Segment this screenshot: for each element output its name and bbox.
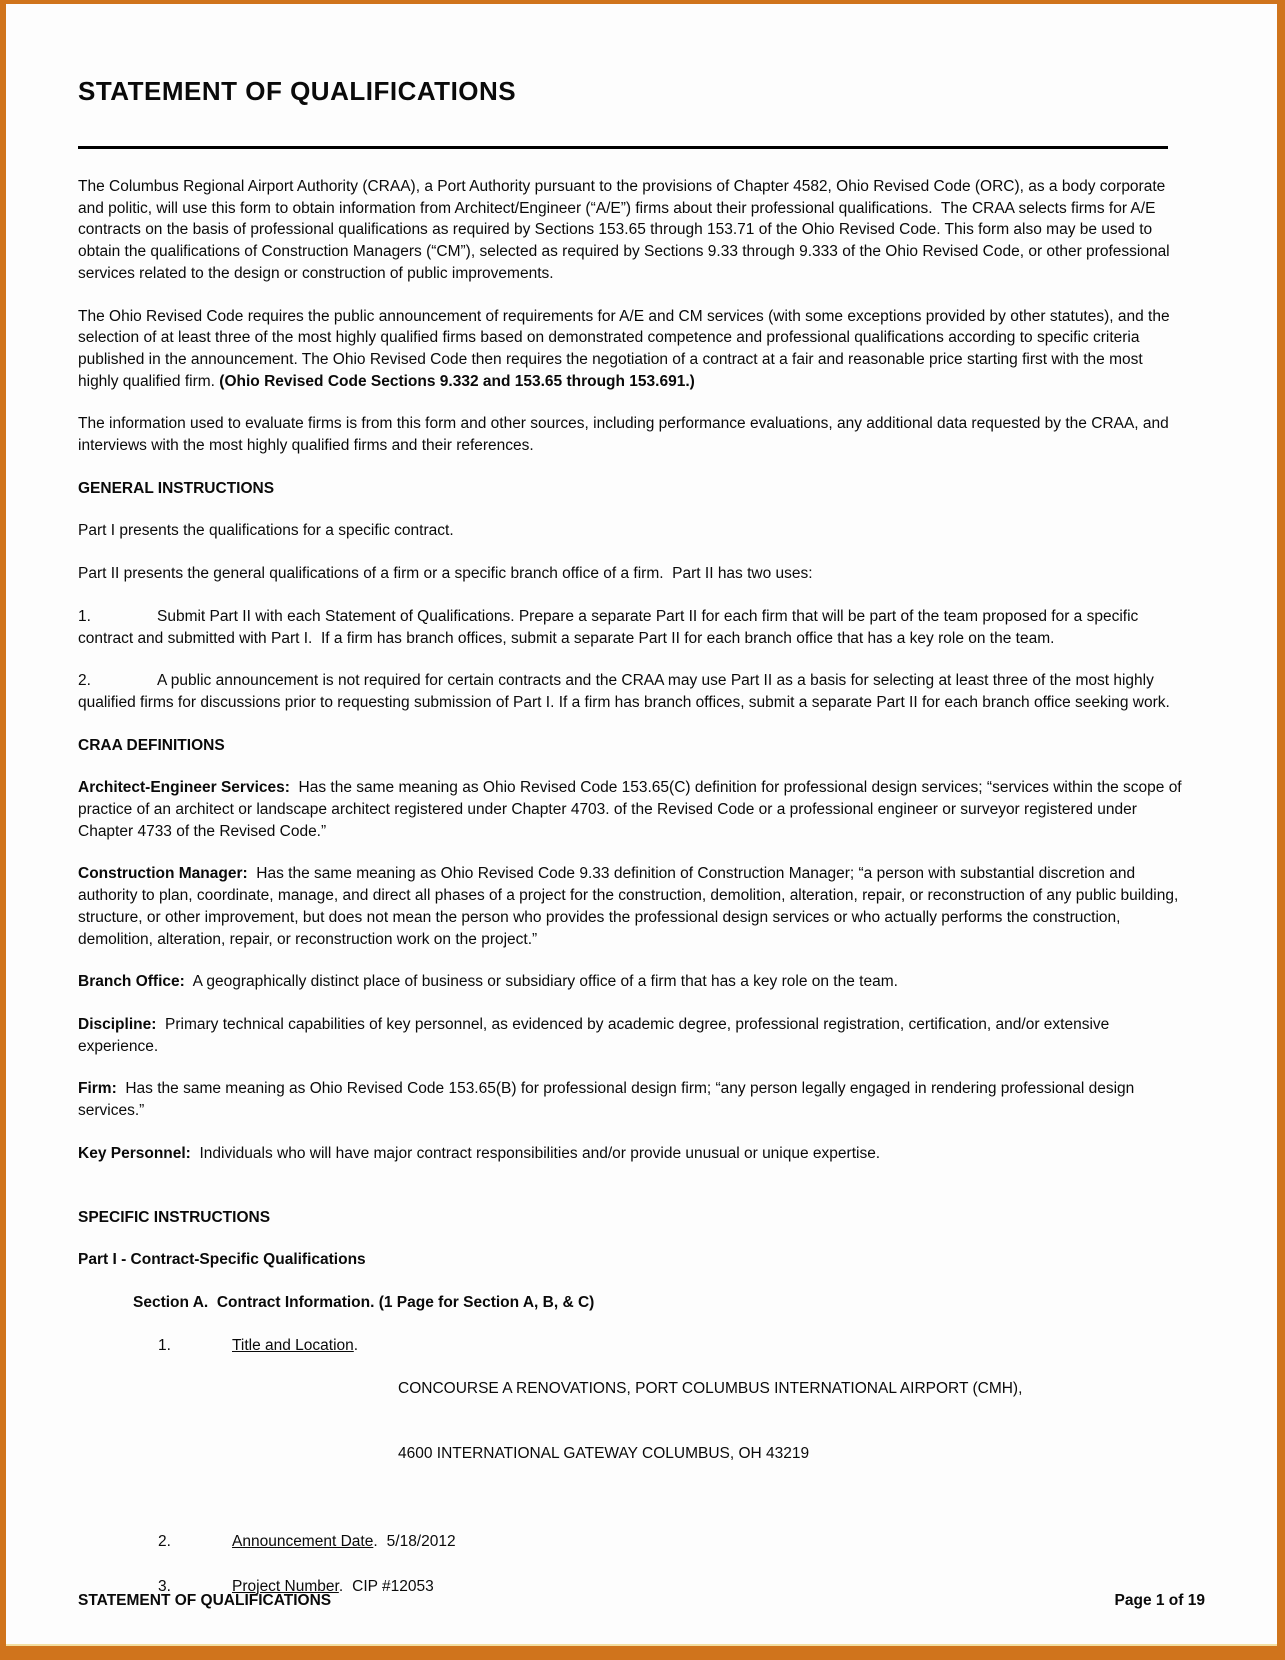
intro-paragraph-1: The Columbus Regional Airport Authority (CRAA), a Port Authority pursuant to the provisions of Chapter 4582, Ohio Revised Code (ORC), as a body corporate and politic, will use this form to obtain information from Architect/Engineer (“A/E”) firms about their professional qualifications. The CRAA selects firms for A/E contracts on the basis of professional qualifications as required by Sections 153.65 through 153.71 of the Ohio Revised Code. This form also may be used to obtain the qualifications of Construction Managers (“CM”), selected as required by Sections 9.33 through 9.333 of the Ohio Revised Code, or other professional services related to the design or construction of public improvements.: [78, 178, 1174, 282]
definition-term: Discipline:: [78, 1015, 157, 1033]
item-number: 1.: [158, 1336, 171, 1354]
definition-term: Key Personnel:: [78, 1144, 191, 1162]
footer-document-title: STATEMENT OF QUALIFICATIONS: [78, 1592, 332, 1609]
page-footer: [78, 1590, 1205, 1612]
item-number: 3.: [158, 1577, 171, 1595]
definition-firm: [78, 1078, 1183, 1121]
page-title: STATEMENT OF QUALIFICATIONS: [78, 76, 517, 106]
definition-discipline: [78, 1014, 1183, 1057]
definition-key-personnel: [78, 1143, 1183, 1165]
item-text: A public announcement is not required for certain contracts and the CRAA may use Part II as a basis for selecting at least three of the most highly qualified firms for discussions prior to requesting submission of Part I. If a firm has branch offices, submit a separate Part II for each branch office seeking work.: [78, 672, 1170, 711]
definition-term: Firm:: [78, 1080, 117, 1098]
intro-paragraph-3: The information used to evaluate firms is from this form and other sources, including performance evaluations, any additional data requested by the CRAA, and interviews with the most highly qualified firms and their references.: [78, 415, 1174, 455]
title-rule: [78, 146, 1168, 149]
definition-text: Primary technical capabilities of key personnel, as evidenced by academic degree, professional registration, certification, and/or extensive experience.: [78, 1015, 1114, 1055]
general-instruction-item-1: [78, 606, 1183, 649]
item-label: Title and Location: [232, 1336, 354, 1354]
item-label: Announcement Date: [232, 1533, 374, 1551]
specific-instructions-heading: SPECIFIC INSTRUCTIONS: [78, 1208, 271, 1226]
intro-paragraph-2: [78, 306, 1183, 393]
footer-page-number: Page 1 of 19: [1114, 1592, 1205, 1609]
section-a-heading: Section A. Contract Information. (1 Page for Section A, B, & C): [133, 1293, 595, 1311]
part1-contract-specific-heading: Part I - Contract-Specific Qualifications: [78, 1251, 366, 1269]
item-text: Submit Part II with each Statement of Qualifications. Prepare a separate Part II for each firm that will be part of the team proposed for a specific contract and submitted with Part I. If a firm has branch offices, submit a separate Part II for each branch office that has a key role on the team.: [78, 607, 1143, 647]
contract-info-item-title-location: [78, 1335, 1193, 1509]
project-number-value: CIP #12053: [352, 1577, 434, 1595]
announcement-date-value: 5/18/2012: [386, 1533, 456, 1551]
definition-construction-manager: [78, 863, 1183, 950]
definition-text: Has the same meaning as Ohio Revised Code 153.65(B) for professional design firm; “any person legally engaged in rendering professional design services.”: [78, 1080, 1139, 1120]
title-location-value: [398, 1335, 1022, 1509]
title-location-value-line2: 4600 INTERNATIONAL GATEWAY COLUMBUS, OH 43219: [398, 1445, 810, 1463]
definition-architect-engineer-services: [78, 777, 1186, 842]
item-number: 2.: [158, 1533, 171, 1551]
definition-text: Has the same meaning as Ohio Revised Code 153.65(C) definition for professional design services; “services within the scope of practice of an architect or landscape architect registered under Chapter 4703. of the Revised Code or a professional engineer or surveyor registered under Chapter 4733 of the Revised Code.”: [78, 779, 1186, 840]
intro-paragraph-2-code-citation: (Ohio Revised Code Sections 9.332 and 153.65 through 153.691.): [219, 372, 695, 390]
definition-branch-office: [78, 971, 1183, 993]
definition-text: Individuals who will have major contract responsibilities and/or provide unusual or unique expertise.: [190, 1144, 881, 1162]
title-location-value-line1: CONCOURSE A RENOVATIONS, PORT COLUMBUS INTERNATIONAL AIRPORT (CMH),: [398, 1380, 1023, 1398]
definition-text: Has the same meaning as Ohio Revised Code 9.33 definition of Construction Manager; “a person with substantial discretion and authority to plan, coordinate, manage, and direct all phases of a project for the construction, demolition, alteration, repair, or reconstruction of any public building, structure, or other improvement, but does not mean the person who provides the professional design services or who actually performs the construction, demolition, alteration, repair, or reconstruction work on the project.”: [78, 865, 1183, 948]
general-instructions-part2-line: Part II presents the general qualifications of a firm or a specific branch office of a firm. Part II has two uses:: [78, 565, 813, 583]
general-instructions-part1-line: Part I presents the qualifications for a specific contract.: [78, 522, 454, 540]
item-label: Project Number: [232, 1577, 339, 1595]
intro-paragraph-2-text: The Ohio Revised Code requires the public announcement of requirements for A/E and CM services (with some exceptions provided by other statutes), and the selection of at least three of the most highly qualified firms based on demonstrated competence and professional qualifications according to specific criteria published in the announcement. The Ohio Revised Code then requires the negotiation of a contract at a fair and reasonable price starting first with the most highly qualified firm.: [78, 307, 1174, 390]
definition-term: Branch Office:: [78, 973, 185, 991]
contract-info-item-announcement-date: [78, 1531, 1193, 1553]
item-label-cell: [232, 1531, 456, 1553]
craa-definitions-heading: CRAA DEFINITIONS: [78, 736, 225, 754]
general-instruction-item-2: [78, 670, 1183, 713]
item-label-suffix: .: [373, 1533, 378, 1551]
item-label-suffix: .: [338, 1577, 344, 1595]
general-instructions-heading: GENERAL INSTRUCTIONS: [78, 479, 275, 497]
item-label-suffix: .: [353, 1336, 359, 1354]
definition-text: A geographically distinct place of business or subsidiary office of a firm that has a key role on the team.: [184, 973, 898, 991]
definition-term: Architect-Engineer Services:: [78, 779, 290, 797]
definition-term: Construction Manager:: [78, 865, 248, 883]
item-number: 2.: [78, 672, 91, 690]
item-label-cell: [232, 1335, 398, 1509]
item-number: 1.: [78, 607, 91, 625]
